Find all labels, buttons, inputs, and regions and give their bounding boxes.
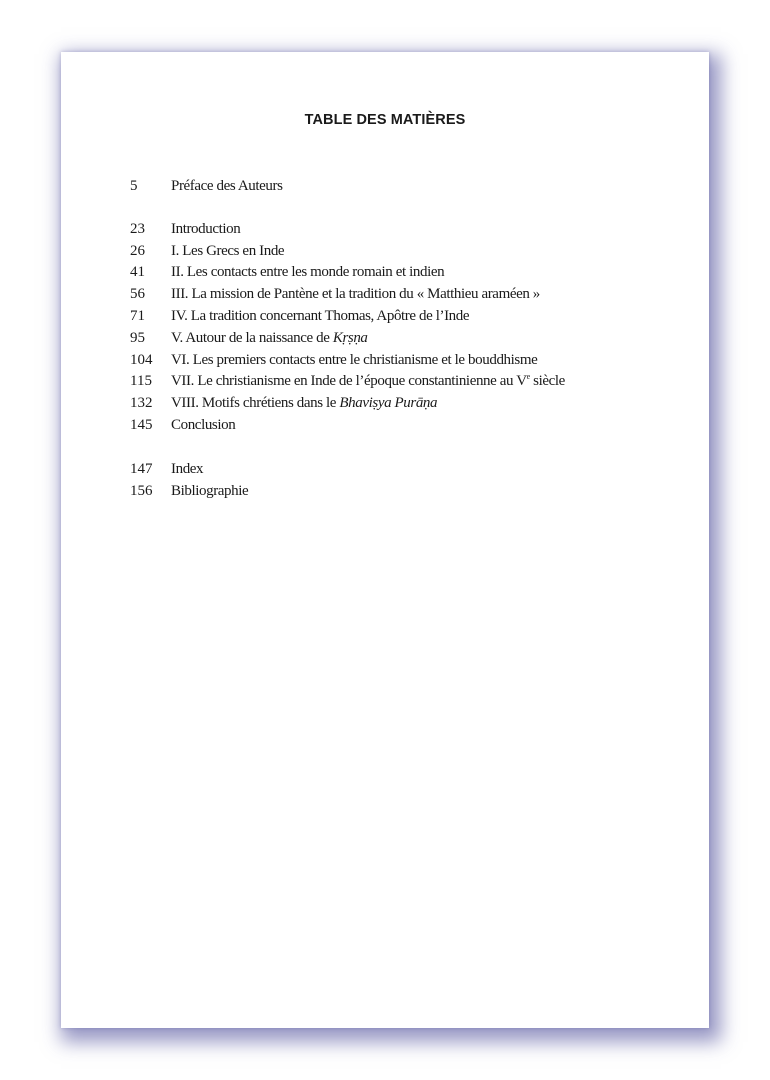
toc-entry-chapter-6 (130, 350, 690, 372)
toc-entry-chapter-2 (130, 262, 690, 284)
toc-entry-chapter-7 (130, 371, 690, 393)
toc-page-number: 41 (130, 264, 145, 281)
toc-label: Introduction (171, 220, 241, 237)
page-title: TABLE DES MATIÈRES (304, 112, 466, 128)
toc-page-number: 23 (130, 220, 145, 237)
toc-label: Bibliographie (171, 482, 249, 499)
toc-entry-bibliography (130, 481, 690, 503)
toc-page-number: 115 (130, 373, 152, 390)
toc-label-italic: Bhaviṣya Purāṇa (339, 395, 438, 412)
toc-label-text: VIII. Motifs chrétiens dans le (171, 395, 340, 412)
toc-page-number: 95 (130, 329, 145, 346)
toc-label (171, 371, 565, 393)
toc-label: IV. La tradition concernant Thomas, Apôtre de l’Inde (171, 307, 470, 324)
toc-label-text: V. Autour de la naissance de (171, 329, 333, 346)
toc-entry-conclusion (130, 415, 690, 437)
toc-label: Préface des Auteurs (171, 178, 283, 194)
toc-label-italic: Kṛṣṇa (332, 329, 368, 346)
toc-label (171, 393, 437, 415)
toc-label: Conclusion (171, 416, 236, 433)
toc-label: VI. Les premiers contacts entre le christianisme et le bouddhisme (171, 351, 538, 368)
toc-entry-preface (130, 176, 690, 198)
toc-entry-chapter-5 (130, 328, 690, 350)
toc-page-number: 71 (130, 307, 145, 324)
toc-label-text: VII. Le christianisme en Inde de l’époque constantinienne au V (171, 373, 527, 390)
toc-entry-chapter-8 (130, 393, 690, 415)
toc-entry-chapter-3 (130, 284, 690, 306)
toc-label-text-after: siècle (529, 373, 565, 390)
toc-entry-introduction (130, 219, 690, 241)
toc-entry-index (130, 459, 690, 481)
toc-entry-chapter-1 (130, 241, 690, 263)
toc-label: III. La mission de Pantène et la tradition du « Matthieu araméen » (171, 286, 540, 303)
toc-page-number: 145 (130, 416, 153, 433)
toc-page-number: 147 (130, 460, 153, 477)
document-page (61, 52, 709, 1028)
toc-page-number: 56 (130, 286, 145, 303)
toc-page-number: 156 (130, 482, 153, 499)
toc-entry-chapter-4 (130, 306, 690, 328)
toc-label-superscript: e (526, 372, 530, 382)
toc-label (171, 328, 368, 350)
toc-page-number: 26 (130, 242, 145, 259)
toc-page-number: 104 (130, 351, 153, 368)
toc-page-number: 5 (130, 178, 138, 194)
toc-label: Index (171, 460, 204, 477)
toc-page-number: 132 (130, 395, 153, 412)
table-of-contents (130, 176, 690, 502)
toc-group-gap (130, 437, 690, 459)
toc-group-gap (130, 198, 690, 219)
toc-label: II. Les contacts entre les monde romain et indien (171, 264, 445, 281)
toc-label: I. Les Grecs en Inde (171, 242, 285, 259)
